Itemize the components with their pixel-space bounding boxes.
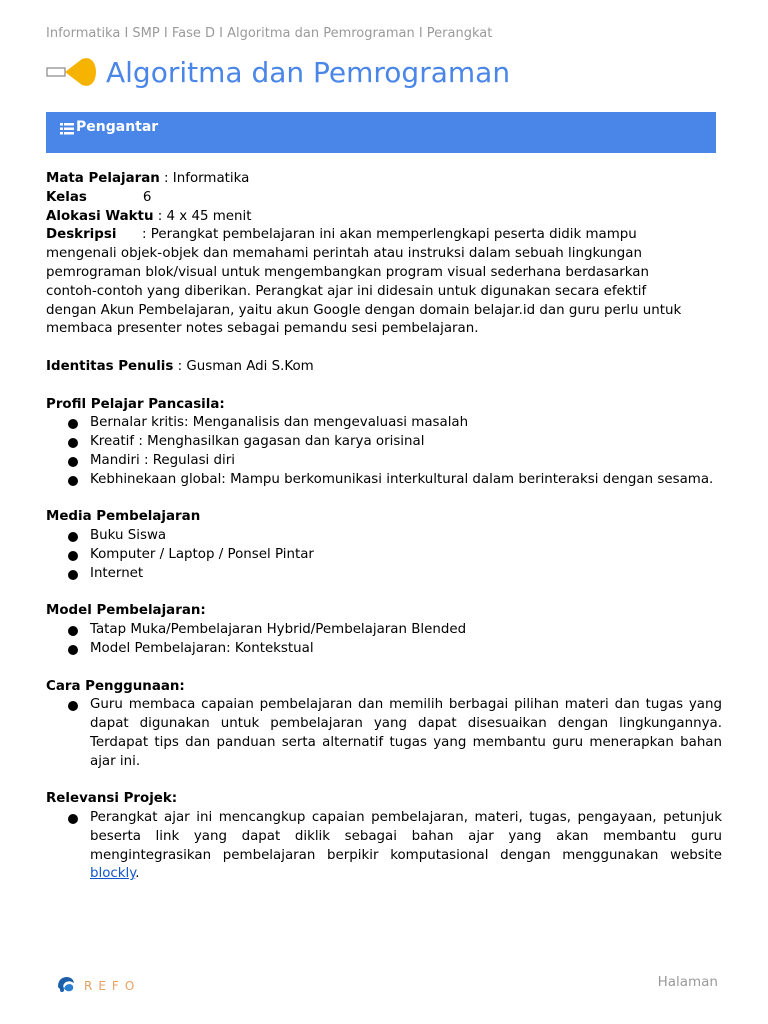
deskripsi-label: Deskripsi xyxy=(46,227,117,243)
kelas-label: Kelas xyxy=(46,189,87,205)
penulis-label: Identitas Penulis xyxy=(46,358,174,374)
list-item: Buku Siswa xyxy=(46,527,722,546)
deskripsi-line: contoh-contoh yang diberikan. Perangkat ajar ini didesain untuk digunakan secara efektif xyxy=(46,283,647,299)
list-item: Perangkat ajar ini mencangkup capaian pembelajaran, materi, tugas, pengayaan, petunjuk beserta link yang dapat diklik sebagai bahan ajar yang akan membantu guru mengintegrasikan pembelajaran berpikir komputasional dengan menggunakan website blockly. xyxy=(46,809,722,884)
deskripsi-line: membaca presenter notes sebagai pemandu sesi pembelajaran. xyxy=(46,321,479,337)
profil-list xyxy=(46,414,722,489)
pencil-icon xyxy=(46,54,108,90)
alokasi-row xyxy=(46,208,722,227)
kelas-row xyxy=(46,189,722,208)
mata-pelajaran-row xyxy=(46,170,722,189)
deskripsi-block xyxy=(46,226,710,339)
list-item: Tatap Muka/Pembelajaran Hybrid/Pembelajaran Blended xyxy=(46,621,722,640)
list-item: Bernalar kritis: Menganalisis dan mengevaluasi masalah xyxy=(46,414,722,433)
alokasi-label: Alokasi Waktu xyxy=(46,208,154,224)
bullet-icon xyxy=(68,551,78,561)
bullet-icon xyxy=(68,626,78,636)
kelas-value: 6 xyxy=(142,189,152,205)
alokasi-value: : 4 x 45 menit xyxy=(153,208,252,224)
penulis-row xyxy=(46,358,722,377)
section-header-pengantar xyxy=(46,112,716,153)
list-icon xyxy=(60,123,74,135)
deskripsi-line: dengan Akun Pembelajaran, yaitu akun Google dengan domain belajar.id dan guru perlu untuk xyxy=(46,302,682,318)
media-heading: Media Pembelajaran xyxy=(46,509,201,525)
refo-logo xyxy=(56,975,140,997)
profil-heading: Profil Pelajar Pancasila: xyxy=(46,396,225,412)
mata-pelajaran-value: : Informatika xyxy=(159,171,250,186)
relevansi-list xyxy=(46,809,722,884)
cara-list xyxy=(46,696,722,771)
list-item: Kebhinekaan global: Mampu berkomunikasi interkultural dalam berinteraksi dengan sesama. xyxy=(46,471,722,490)
bullet-icon xyxy=(68,532,78,542)
bullet-icon xyxy=(68,570,78,580)
model-list xyxy=(46,621,722,659)
bullet-icon xyxy=(68,645,78,655)
deskripsi-line: : Perangkat pembelajaran ini akan memperlengkapi peserta didik mampu xyxy=(116,227,637,243)
section-title: Pengantar xyxy=(76,119,159,135)
penulis-value: : Gusman Adi S.Kom xyxy=(173,358,314,374)
page-title: Algoritma dan Pemrograman xyxy=(106,55,511,89)
list-item: Kreatif : Menghasilkan gagasan dan karya orisinal xyxy=(46,433,722,452)
list-item: Guru membaca capaian pembelajaran dan memilih berbagai pilihan materi dan tugas yang dapat digunakan untuk pembelajaran yang dapat disesuaikan dengan lingkungannya. Terdapat tips dan panduan serta alternatif tugas yang membantu guru menerapkan bahan ajar ini. xyxy=(46,696,722,771)
refo-logo-text: REFO xyxy=(84,979,141,993)
page-header xyxy=(46,52,510,92)
bullet-icon xyxy=(68,814,78,824)
relevansi-heading: Relevansi Projek: xyxy=(46,791,178,807)
bullet-icon xyxy=(68,457,78,467)
bullet-icon xyxy=(68,701,78,711)
cara-heading: Cara Penggunaan: xyxy=(46,678,185,694)
list-item: Komputer / Laptop / Ponsel Pintar xyxy=(46,546,722,565)
page-label: Halaman xyxy=(657,974,718,990)
bullet-icon xyxy=(68,476,78,486)
list-item: Mandiri : Regulasi diri xyxy=(46,452,722,471)
refo-logo-icon xyxy=(56,975,76,997)
list-item: Model Pembelajaran: Kontekstual xyxy=(46,640,722,659)
media-list xyxy=(46,527,722,583)
breadcrumb: Informatika I SMP I Fase D I Algoritma dan Pemrograman I Perangkat xyxy=(46,26,493,41)
bullet-icon xyxy=(68,419,78,429)
document-body xyxy=(46,170,722,884)
mata-pelajaran-label: Mata Pelajaran xyxy=(46,171,160,186)
deskripsi-line: pemrograman blok/visual untuk mengembangkan program visual sederhana berdasarkan xyxy=(46,264,649,280)
deskripsi-line: mengenali objek-objek dan memahami perintah atau instruksi dalam sebuah lingkungan xyxy=(46,246,642,262)
bullet-icon xyxy=(68,438,78,448)
list-item: Internet xyxy=(46,565,722,584)
blockly-link[interactable]: blockly xyxy=(90,866,136,882)
model-heading: Model Pembelajaran: xyxy=(46,603,206,619)
